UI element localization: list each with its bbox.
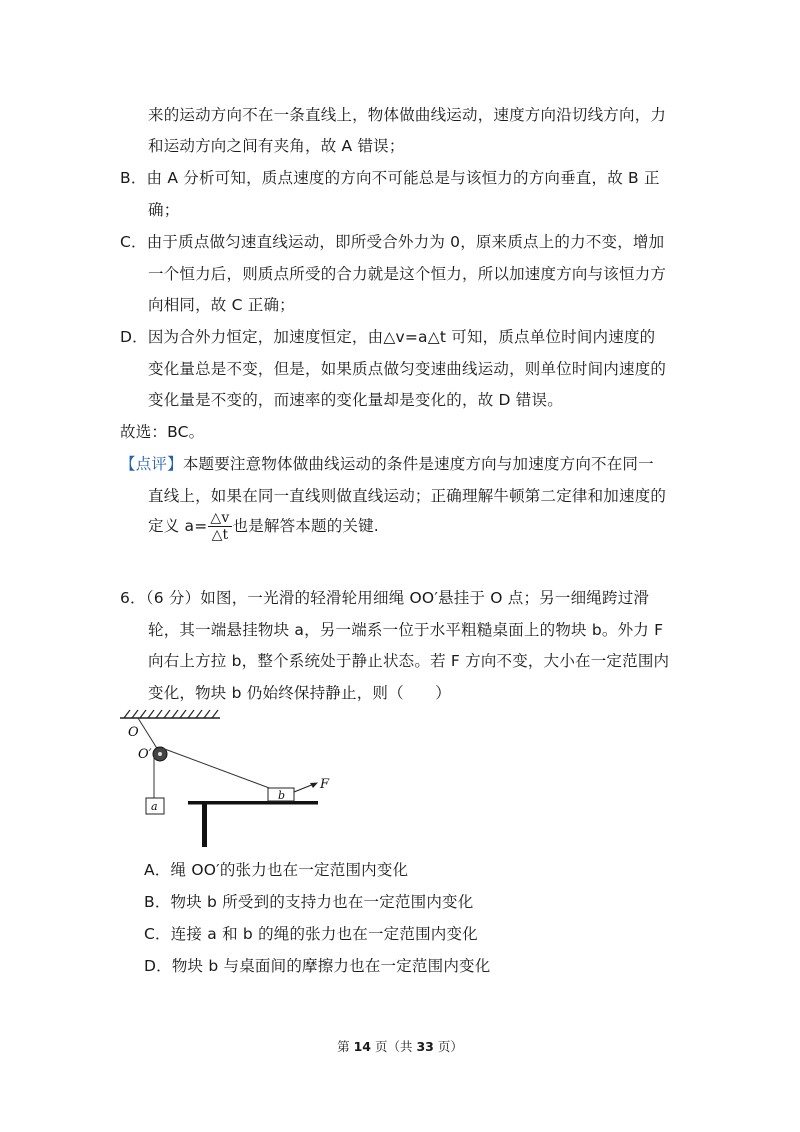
text-line: 确； xyxy=(148,201,180,219)
page-number: 14 xyxy=(353,1039,372,1054)
table-leg xyxy=(202,803,207,847)
text-line: 变化量是不变的，而速率的变化量却是变化的，故 D 错误。 xyxy=(148,391,563,409)
ceiling xyxy=(120,710,220,718)
pulley-diagram xyxy=(118,708,358,853)
page-footer xyxy=(0,1037,800,1055)
label-o: O xyxy=(128,725,139,740)
answer-line: 故选：BC。 xyxy=(120,423,205,441)
text-line: B．由 A 分析可知，质点速度的方向不可能总是与该恒力的方向垂直，故 B 正 xyxy=(120,169,660,187)
question-line: 6．（6 分）如图，一光滑的轻滑轮用细绳 OO′悬挂于 O 点；另一细绳跨过滑 xyxy=(120,589,650,607)
text-line: C．由于质点做匀速直线运动，即所受合外力为 0，原来质点上的力不变，增加 xyxy=(120,233,665,251)
question-line: 向右上方拉 b，整个系统处于静止状态。若 F 方向不变，大小在一定范围内 xyxy=(148,652,670,670)
comment-line: 直线上，如果在同一直线则做直线运动；正确理解牛顿第二定律和加速度的 xyxy=(148,487,667,505)
label-b: b xyxy=(278,789,286,802)
total-pages: 33 xyxy=(416,1039,434,1054)
rope-oo-prime xyxy=(138,718,158,750)
text-line: 来的运动方向不在一条直线上，物体做曲线运动，速度方向沿切线方向，力 xyxy=(148,106,667,124)
acceleration-fraction xyxy=(208,510,231,543)
comment-line xyxy=(120,452,654,474)
option-c: C．连接 a 和 b 的绳的张力也在一定范围内变化 xyxy=(144,925,478,943)
question-line: 变化，物块 b 仍始终保持静止，则（ ） xyxy=(148,684,451,702)
force-f-arrow xyxy=(294,784,314,792)
text-line: D．因为合外力恒定，加速度恒定，由△v=a△t 可知，质点单位时间内速度的 xyxy=(120,328,656,346)
footer-prefix: 第 xyxy=(337,1039,354,1054)
text-line: 向相同，故 C 正确； xyxy=(148,296,295,314)
label-f: F xyxy=(320,777,330,792)
comment-line xyxy=(148,510,379,543)
footer-middle: 页（共 xyxy=(371,1039,417,1054)
option-b: B．物块 b 所受到的支持力也在一定范围内变化 xyxy=(144,893,474,911)
comment-text: 本题要注意物体做曲线运动的条件是速度方向与加速度方向不在同一 xyxy=(182,455,654,473)
option-a: A．绳 OO′的张力也在一定范围内变化 xyxy=(144,861,409,879)
definition-suffix: 也是解答本题的关键. xyxy=(232,517,379,535)
label-o-prime: O′ xyxy=(138,747,152,762)
definition-prefix: 定义 a= xyxy=(148,517,208,535)
fraction-numerator: △v xyxy=(210,510,230,526)
text-line: 变化量总是不变，但是，如果质点做匀变速曲线运动，则单位时间内速度的 xyxy=(148,360,667,378)
text-line: 一个恒力后，则质点所受的合力就是这个恒力，所以加速度方向与该恒力方 xyxy=(148,265,667,283)
fraction-denominator: △t xyxy=(211,527,229,543)
rope-to-b xyxy=(162,748,272,789)
comment-tag: 【点评】 xyxy=(120,455,183,473)
label-a: a xyxy=(151,800,158,813)
footer-suffix: 页） xyxy=(433,1039,463,1054)
text-line: 和运动方向之间有夹角，故 A 错误； xyxy=(148,137,405,155)
question-line: 轮，其一端悬挂物块 a，另一端系一位于水平粗糙桌面上的物块 b。外力 F xyxy=(148,621,664,639)
option-d: D．物块 b 与桌面间的摩擦力也在一定范围内变化 xyxy=(144,957,491,975)
table-top xyxy=(188,801,318,805)
